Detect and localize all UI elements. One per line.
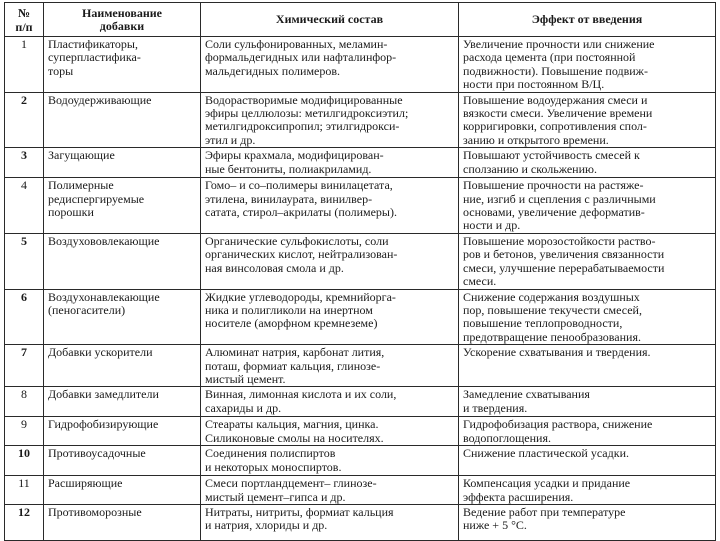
row-number-cell bbox=[5, 233, 44, 289]
composition-cell bbox=[201, 446, 459, 476]
additive-name-cell bbox=[44, 345, 201, 387]
table-row bbox=[5, 387, 716, 417]
composition-text: Алюминат натрия, карбонат лития, поташ, формиат кальция, глинозе- мистый цемент. bbox=[205, 345, 385, 386]
composition-text: Смеси портландцемент– глинозе- мистый цемент–гипса и др. bbox=[205, 476, 377, 504]
composition-cell bbox=[201, 476, 459, 505]
effect-cell bbox=[459, 417, 716, 446]
table-row bbox=[5, 504, 716, 540]
effect-cell bbox=[459, 37, 716, 93]
effect-cell bbox=[459, 178, 716, 234]
additive-name-text: Воздухововлекающие bbox=[48, 233, 160, 248]
composition-text: Стеараты кальция, магния, цинка. Силиконовые смолы на носителях. bbox=[205, 417, 384, 445]
effect-text: Повышение морозостойкости раство- ров и бетонов, увеличения связанности смеси, улучшение перерабатываемости смеси. bbox=[463, 233, 665, 289]
effect-text: Замедление схватывания и твердения. bbox=[463, 387, 590, 415]
row-number-text: 12 bbox=[18, 504, 30, 519]
composition-cell bbox=[201, 417, 459, 446]
composition-cell bbox=[201, 504, 459, 540]
effect-text: Снижение содержания воздушных пор, повышение текучести смесей, повышение теплопроводности, предотвращение пенообразования. bbox=[463, 289, 642, 344]
table-row bbox=[5, 178, 716, 234]
effect-cell bbox=[459, 233, 716, 289]
additive-name-cell bbox=[44, 233, 201, 289]
table-row bbox=[5, 345, 716, 387]
composition-cell bbox=[201, 178, 459, 234]
row-number-text: 11 bbox=[18, 476, 30, 491]
additive-name-text: Пластификаторы, суперпластифика- торы bbox=[48, 37, 141, 78]
effect-cell bbox=[459, 92, 716, 148]
effect-text: Повышают устойчивость смесей к сползанию и скольжению. bbox=[463, 148, 640, 176]
additive-name-text: Противоморозные bbox=[48, 504, 142, 519]
row-number-text: 1 bbox=[21, 37, 27, 51]
additive-name-text: Добавки ускорители bbox=[48, 345, 153, 360]
effect-text: Гидрофобизация раствора, снижение водопоглощения. bbox=[463, 417, 653, 445]
table-row bbox=[5, 92, 716, 148]
header-composition: Химический состав bbox=[201, 3, 459, 37]
row-number-cell bbox=[5, 504, 44, 540]
table-row bbox=[5, 476, 716, 505]
row-number-cell bbox=[5, 289, 44, 345]
row-number-cell bbox=[5, 417, 44, 446]
row-number-text: 3 bbox=[21, 148, 27, 163]
composition-text: Соединения полиспиртов и некоторых моноспиртов. bbox=[205, 446, 342, 474]
effect-text: Компенсация усадки и придание эффекта расширения. bbox=[463, 476, 631, 504]
additive-name-text: Добавки замедлители bbox=[48, 387, 159, 402]
additive-name-cell bbox=[44, 417, 201, 446]
row-number-cell bbox=[5, 37, 44, 93]
table-header-row bbox=[5, 3, 716, 37]
effect-cell bbox=[459, 446, 716, 476]
effect-cell bbox=[459, 345, 716, 387]
additive-name-text: Водоудерживающие bbox=[48, 92, 152, 107]
header-number: № п/п bbox=[5, 3, 44, 37]
additive-name-cell bbox=[44, 387, 201, 417]
effect-cell bbox=[459, 387, 716, 417]
row-number-cell bbox=[5, 446, 44, 476]
composition-text: Гомо– и со–полимеры винилацетата, этилена, винилаурата, винилвер- сатата, стирол–акрилаты (полимеры). bbox=[205, 178, 397, 220]
row-number-text: 7 bbox=[21, 345, 27, 360]
additive-name-cell bbox=[44, 504, 201, 540]
table-row bbox=[5, 148, 716, 178]
row-number-text: 6 bbox=[21, 289, 27, 304]
table-row bbox=[5, 233, 716, 289]
composition-cell bbox=[201, 233, 459, 289]
row-number-text: 9 bbox=[21, 417, 27, 432]
row-number-cell bbox=[5, 476, 44, 505]
additive-name-text: Расширяющие bbox=[48, 476, 123, 491]
row-number-cell bbox=[5, 178, 44, 234]
row-number-cell bbox=[5, 148, 44, 178]
table-row bbox=[5, 446, 716, 476]
composition-text: Нитраты, нитриты, формиат кальция и натрия, хлориды и др. bbox=[205, 504, 394, 533]
composition-text: Жидкие углеводороды, кремнийорга- ника и полигликоли на инертном носителе (аморфном кремнеземе) bbox=[205, 289, 396, 331]
effect-text: Ведение работ при температуре ниже + 5 °С. bbox=[463, 504, 626, 533]
additive-name-cell bbox=[44, 92, 201, 148]
composition-text: Соли сульфонированных, меламин- формальдегидных или нафталинфор- мальдегидных полимеров. bbox=[205, 37, 397, 78]
row-number-cell bbox=[5, 345, 44, 387]
composition-cell bbox=[201, 37, 459, 93]
row-number-text: 10 bbox=[18, 446, 30, 461]
composition-cell bbox=[201, 387, 459, 417]
composition-cell bbox=[201, 92, 459, 148]
composition-cell bbox=[201, 148, 459, 178]
effect-cell bbox=[459, 504, 716, 540]
additives-table bbox=[4, 2, 716, 541]
effect-cell bbox=[459, 289, 716, 345]
row-number-text: 8 bbox=[21, 387, 27, 402]
header-name: Наименование добавки bbox=[44, 3, 201, 37]
composition-text: Винная, лимонная кислота и их соли, сахариды и др. bbox=[205, 387, 397, 415]
additive-name-cell bbox=[44, 446, 201, 476]
composition-cell bbox=[201, 289, 459, 345]
table-row bbox=[5, 289, 716, 345]
effect-cell bbox=[459, 476, 716, 505]
row-number-cell bbox=[5, 92, 44, 148]
composition-text: Органические сульфокислоты, соли органических кислот, нейтрализован- ная винсоловая смола и др. bbox=[205, 233, 398, 275]
additive-name-cell bbox=[44, 148, 201, 178]
additive-name-text: Противоусадочные bbox=[48, 446, 146, 461]
row-number-text: 4 bbox=[21, 178, 27, 193]
additive-name-cell bbox=[44, 37, 201, 93]
effect-text: Увеличение прочности или снижение расхода цемента (при постоянной подвижности). Повышение подвиж- ности при постоянном В/Ц. bbox=[463, 37, 655, 92]
additive-name-cell bbox=[44, 289, 201, 345]
composition-text: Эфиры крахмала, модифицирован- ные бентониты, полиакриламид. bbox=[205, 148, 384, 176]
row-number-cell bbox=[5, 387, 44, 417]
table-row bbox=[5, 417, 716, 446]
additive-name-text: Гидрофобизирующие bbox=[48, 417, 159, 432]
composition-cell bbox=[201, 345, 459, 387]
header-effect: Эффект от введения bbox=[459, 3, 716, 37]
row-number-text: 5 bbox=[21, 233, 27, 248]
additive-name-text: Полимерные редиспергируемые порошки bbox=[48, 178, 145, 220]
table-row bbox=[5, 37, 716, 93]
effect-text: Повышение водоудержания смеси и вязкости смеси. Увеличение времени корригировки, сопротивления спол- занию и открытого времени. bbox=[463, 92, 653, 147]
additive-name-text: Воздухонавлекающие (пеногасители) bbox=[48, 289, 160, 317]
row-number-text: 2 bbox=[21, 92, 27, 107]
effect-text: Снижение пластической усадки. bbox=[463, 446, 629, 461]
effect-text: Повышение прочности на растяже- ние, изгиб и сцепления с различными основами, увеличение деформатив- ности и др. bbox=[463, 178, 656, 233]
additive-name-cell bbox=[44, 476, 201, 505]
additive-name-text: Загущающие bbox=[48, 148, 115, 163]
effect-text: Ускорение схватывания и твердения. bbox=[463, 345, 651, 360]
additive-name-cell bbox=[44, 178, 201, 234]
composition-text: Водорастворимые модифицированные эфиры целлюлозы: метилгидроксиэтил; метилгидроксипропил; этилгидрокси- этил и др. bbox=[205, 92, 409, 147]
effect-cell bbox=[459, 148, 716, 178]
